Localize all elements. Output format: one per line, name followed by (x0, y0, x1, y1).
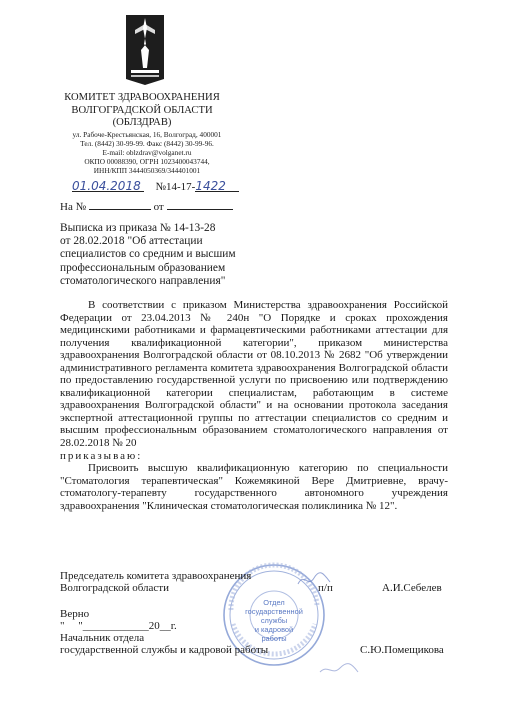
outgoing-date: 01.04.2018 (72, 179, 141, 193)
ref-on-label: На № (60, 201, 87, 213)
date-blank: " "____________20__г. (60, 620, 177, 632)
chair-title-line2: Волгоградской области (60, 582, 169, 594)
extract-line: стоматологического направления" (60, 274, 226, 287)
contact-line: Тел. (8442) 30-99-99. Факс (8442) 30-99-96. (80, 139, 214, 149)
signature-scribble-icon (296, 570, 332, 590)
contact-line: ул. Рабоче-Крестьянская, 16, Волгоград, 400001 (72, 130, 222, 139)
org-line: (ОБЛЗДРАВ) (112, 117, 172, 129)
org-line: ВОЛГОГРАДСКОЙ ОБЛАСТИ (71, 104, 213, 116)
preamble-paragraph: В соответствии с приказом Министерства здравоохранения Российской Федерации от 23.04.2013 № 240н "О Порядке и сроках прохождения медицинскими работниками и фармацевтическими работниками аттестации для получения квалификационной категории", приказом министерства здравоохранения Волгоградской области от 08.10.2013 № 2682 "Об утверждении административного регламента комитета здравоохранения Волгоградской области по предоставлению государственной услуги по присвоению или подтверждению квалификационной категории специалистам, работающим в системе здравоохранения Волгоградской области" и на основании протокола заседания экспертной аттестационной группы по аттестации специалистов со средним и высшим профессиональным образованием стоматологического направления от 28.02.2018 № 20 (60, 299, 448, 450)
chair-title-line1: Председатель комитета здравоохранения (60, 570, 252, 582)
signature-scribble-icon (318, 662, 360, 678)
number-underline (195, 179, 239, 192)
extract-heading (60, 222, 236, 288)
extract-line: профессиональным образованием (60, 261, 226, 274)
pp-mark: п/п (318, 582, 333, 594)
outgoing-number-prefix: №14-17- (155, 181, 196, 193)
stamp-line: и кадровой (254, 625, 294, 634)
extract-line: от 28.02.2018 "Об аттестации (60, 235, 203, 248)
stamp-line: работы (261, 634, 287, 643)
ref-date-blank (167, 197, 233, 210)
extract-line: специалистов со средним и высшим (60, 248, 236, 261)
document-body (60, 299, 448, 512)
org-line: КОМИТЕТ ЗДРАВООХРАНЕНИЯ (64, 92, 220, 103)
extract-line: Выписка из приказа № 14-13-28 (60, 222, 216, 234)
stamp-line: Отдел (263, 598, 285, 607)
stamp-line: службы (260, 616, 288, 625)
decision-paragraph: Присвоить высшую квалификационную категорию по специальности "Стоматология терапевтическая" Кожемякиной Вере Дмитриевне, врачу-стоматологу-терапевту государственного автономного учреждения здравоохранения "Клиническая стоматологическая поликлиника № 12". (60, 462, 448, 512)
head-title-line2: государственной службы и кадровой работы (60, 644, 269, 656)
contact-line: ИНН/КПП 3444050369/344401001 (93, 166, 201, 176)
ref-from-label: от (153, 201, 164, 213)
chair-name: А.И.Себелев (382, 582, 442, 594)
contact-line: ОКПО 00088390, ОГРН 1023400043744, (84, 157, 210, 167)
verno-label: Верно (60, 608, 90, 620)
head-title-line1: Начальник отдела (60, 632, 145, 644)
head-name: С.Ю.Помещикова (360, 644, 444, 656)
date-underline (72, 179, 144, 192)
stamp-line: государственной (245, 607, 303, 616)
organization-name (62, 92, 222, 130)
order-word: приказываю: (60, 449, 143, 462)
outgoing-number: 1422 (195, 179, 226, 193)
reference-line (60, 197, 233, 213)
coat-of-arms-icon (125, 14, 165, 86)
stamp-text (242, 598, 306, 643)
contact-info (62, 130, 232, 175)
contact-line: E-mail: oblzdrav@volganet.ru (102, 148, 192, 158)
ref-number-blank (89, 197, 151, 210)
outgoing-date-number (72, 179, 239, 193)
